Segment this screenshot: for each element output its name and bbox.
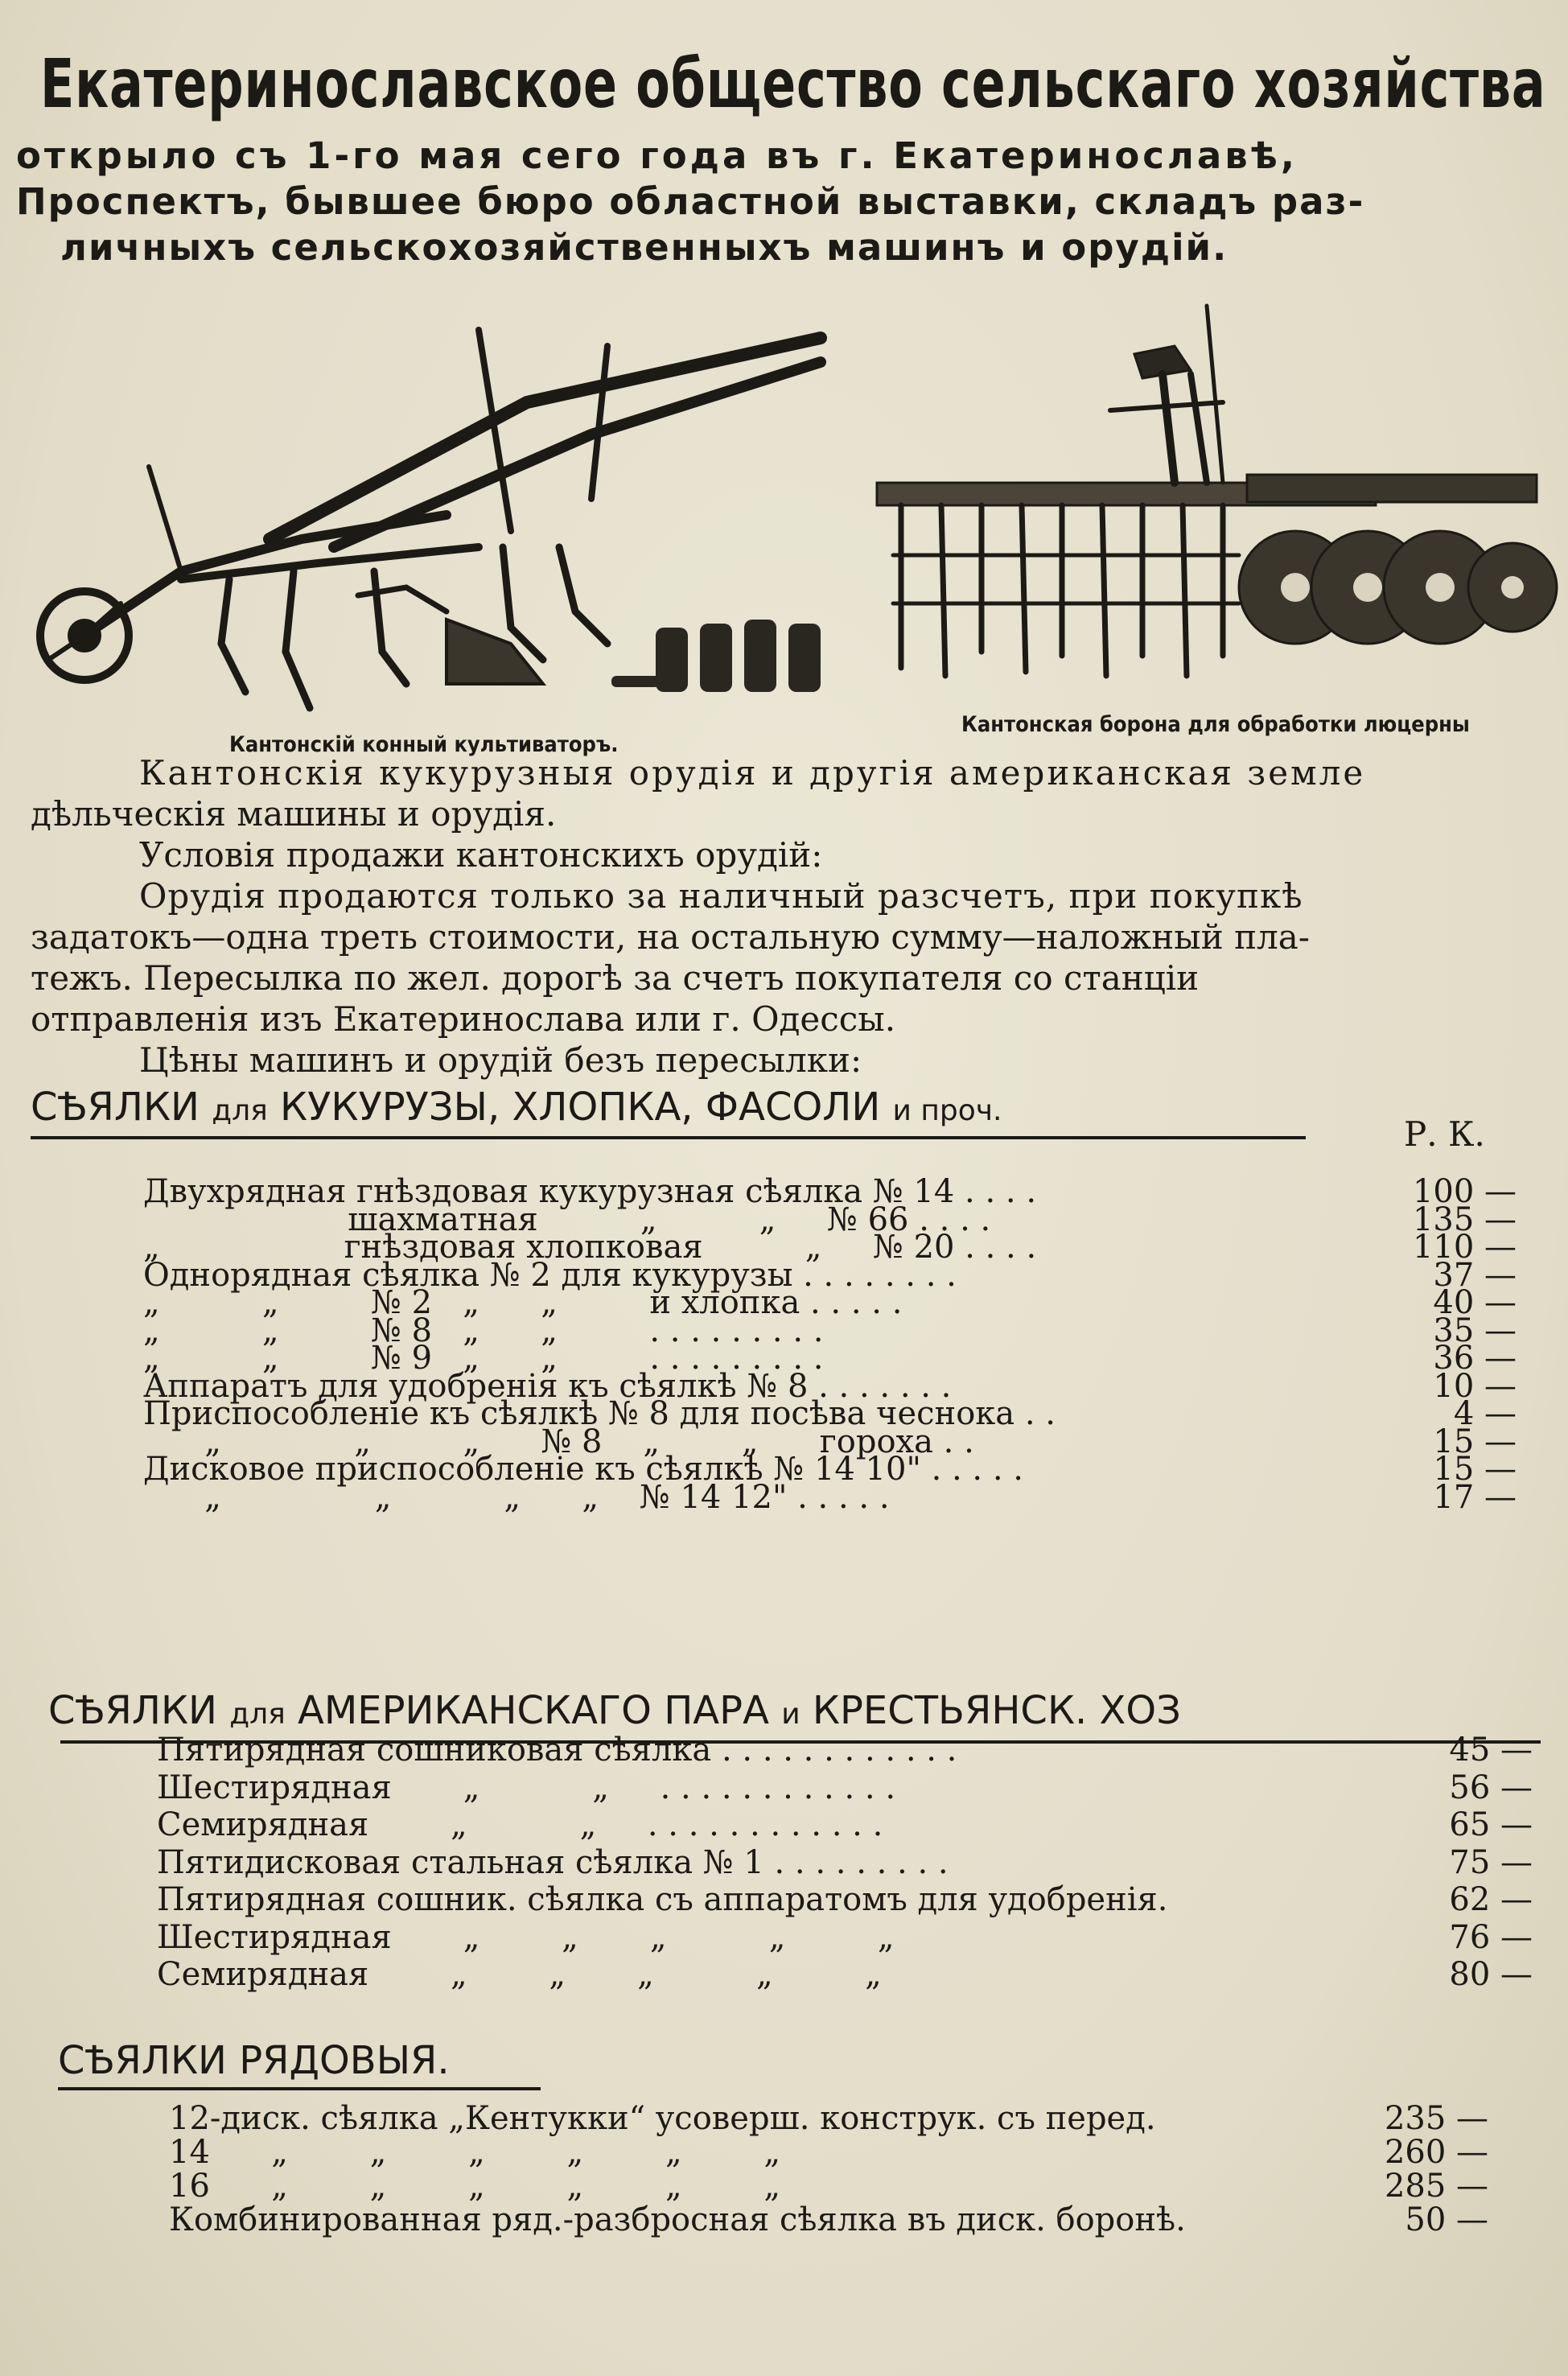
price-row-label: Аппаратъ для удобренія къ сѣялкѣ № 8 . . . . . . . (143, 1367, 952, 1405)
price-row-label: Пятирядная сошниковая сѣялка . . . . . . . . . . . . (157, 1732, 957, 1769)
price-row-value: 37 — (1433, 1256, 1517, 1294)
price-row-label: 14 „ „ „ „ „ „ (169, 2134, 781, 2171)
price-row-label: 16 „ „ „ „ „ „ (169, 2168, 781, 2205)
price-row-label: Семирядная „ „ „ „ „ (157, 1956, 882, 1993)
price-row-label: Приспособленіе къ сѣялкѣ № 8 для посѣва чеснока . . (143, 1395, 1056, 1432)
body-line: отправленія изъ Екатеринослава или г. Одессы. (31, 999, 896, 1039)
body-line: Кантонскія кукурузныя орудія и другія американская земле (139, 753, 1366, 793)
price-row-value: 50 — (1405, 2201, 1488, 2238)
price-row-label: „ „ № 9 „ „ . . . . . . . . . (143, 1340, 824, 1377)
price-row-label: „ „ „ № 8 „ „ гороха . . (143, 1423, 974, 1460)
section-title-small: для (212, 1094, 268, 1127)
section-title-small: для (229, 1698, 286, 1731)
price-row-value: 4 — (1453, 1395, 1517, 1432)
body-line: Условія продажи кантонскихъ орудій: (139, 835, 823, 875)
price-row-label: Дисковое приспособленіе къ сѣялкѣ № 14 10" . . . . . (143, 1451, 1024, 1488)
price-row-value: 80 — (1449, 1956, 1533, 1993)
price-row-value: 100 — (1412, 1173, 1517, 1210)
body-line: тежъ. Пересылка по жел. дорогѣ за счетъ покупателя со станціи (31, 958, 1200, 998)
price-row-label: Пятидисковая стальная сѣялка № 1 . . . . . . . . . (157, 1843, 949, 1881)
price-row-value: 76 — (1449, 1918, 1533, 1956)
page-title: Екатеринославское общество сельскаго хозяйства (40, 44, 1546, 123)
price-row-value: 36 — (1433, 1340, 1517, 1377)
price-row-label: Пятирядная сошник. сѣялка съ аппаратомъ для удобренія. (157, 1881, 1168, 1918)
body-text (31, 752, 1527, 1081)
price-row-label: Комбинированная ряд.-разбросная сѣялка въ диск. боронѣ. (169, 2201, 1186, 2238)
price-row-value: 40 — (1433, 1284, 1517, 1321)
section-title-rest: КРЕСТЬЯНСК. ХОЗ (812, 1688, 1181, 1733)
price-row-value: 75 — (1449, 1843, 1533, 1881)
body-line: Цѣны машинъ и орудій безъ пересылки: (139, 1040, 862, 1080)
section-title-main: СѢЯЛКИ (48, 1688, 217, 1733)
body-line: Орудія продаются только за наличный разсчетъ, при покупкѣ (139, 876, 1303, 916)
price-row-label: Шестирядная „ „ . . . . . . . . . . . . (157, 1769, 896, 1806)
section-title-rest: АМЕРИКАНСКАГО ПАРА (298, 1688, 769, 1733)
price-row-value: 110 — (1412, 1229, 1517, 1266)
price-row-value: 15 — (1433, 1451, 1517, 1488)
price-row-label: „ „ № 8 „ „ . . . . . . . . . (143, 1312, 824, 1349)
price-row-label: Однорядная сѣялка № 2 для кукурузы . . . . . . . . (143, 1256, 957, 1294)
section-title-main: СѢЯЛКИ РЯДОВЫЯ. (58, 2038, 450, 2083)
harrow-caption: Кантонская борона для обработки люцерны (961, 712, 1470, 737)
section-title-small: и проч. (892, 1094, 1002, 1127)
price-row-value: 285 — (1384, 2168, 1488, 2205)
intro-line: открыло съ 1-го мая сего года въ г. Екатеринославѣ, (16, 134, 1298, 177)
price-row-value: 15 — (1433, 1423, 1517, 1460)
price-row-label: Шестирядная „ „ „ „ „ (157, 1918, 895, 1956)
price-row-value: 62 — (1449, 1881, 1533, 1918)
section-rule (31, 1136, 1306, 1139)
price-row-value: 135 — (1412, 1200, 1517, 1238)
price-row-label: „ „ № 2 „ „ и хлопка . . . . . (143, 1284, 903, 1321)
price-row-label: Двухрядная гнѣздовая кукурузная сѣялка № 14 . . . . (143, 1173, 1037, 1210)
price-row-value: 260 — (1384, 2134, 1488, 2171)
section-title-rest: КУКУРУЗЫ, ХЛОПКА, ФАСОЛИ (280, 1085, 881, 1130)
section-rule (58, 2087, 541, 2090)
price-row-label: „ „ „ „ № 14 12" . . . . . (143, 1478, 890, 1516)
intro-line: Проспектъ, бывшее бюро областной выставки, складъ раз- (16, 180, 1365, 223)
price-row-value: 65 — (1449, 1806, 1533, 1843)
section-heading-row (58, 2038, 450, 2083)
price-row-value: 35 — (1433, 1312, 1517, 1349)
price-row-value: 235 — (1384, 2100, 1488, 2137)
price-row-value: 45 — (1449, 1732, 1533, 1769)
price-row-label: Семирядная „ „ . . . . . . . . . . . . (157, 1806, 883, 1843)
cultivator-illustration (28, 306, 841, 724)
price-row-value: 17 — (1433, 1478, 1517, 1516)
body-line: дѣльческія машины и орудія. (31, 794, 557, 834)
body-line: задатокъ—одна треть стоимости, на остальную сумму—наложный пла- (31, 917, 1310, 957)
price-row-label: „ гнѣздовая хлопковая „ № 20 . . . . (143, 1229, 1037, 1266)
intro-line: личныхъ сельскохозяйственныхъ машинъ и орудій. (60, 226, 1228, 269)
price-row-label: шахматная „ „ № 66 . . . . (143, 1200, 991, 1238)
price-row-label: 12-диск. сѣялка „Кентукки“ усоверш. конструк. съ перед. (169, 2100, 1156, 2137)
harrow-illustration (869, 298, 1561, 716)
price-row-value: 56 — (1449, 1769, 1533, 1806)
section-title-small: и (781, 1698, 800, 1731)
section-heading-corn (31, 1085, 1002, 1130)
price-column-header: Р. К. (1404, 1114, 1485, 1154)
cultivator-caption: Кантонскій конный культиваторъ. (229, 732, 619, 757)
intro-paragraph (16, 133, 1521, 270)
price-row-value: 10 — (1433, 1367, 1517, 1405)
section-heading-fallow (48, 1688, 1181, 1733)
section-title-main: СѢЯЛКИ (31, 1085, 200, 1130)
